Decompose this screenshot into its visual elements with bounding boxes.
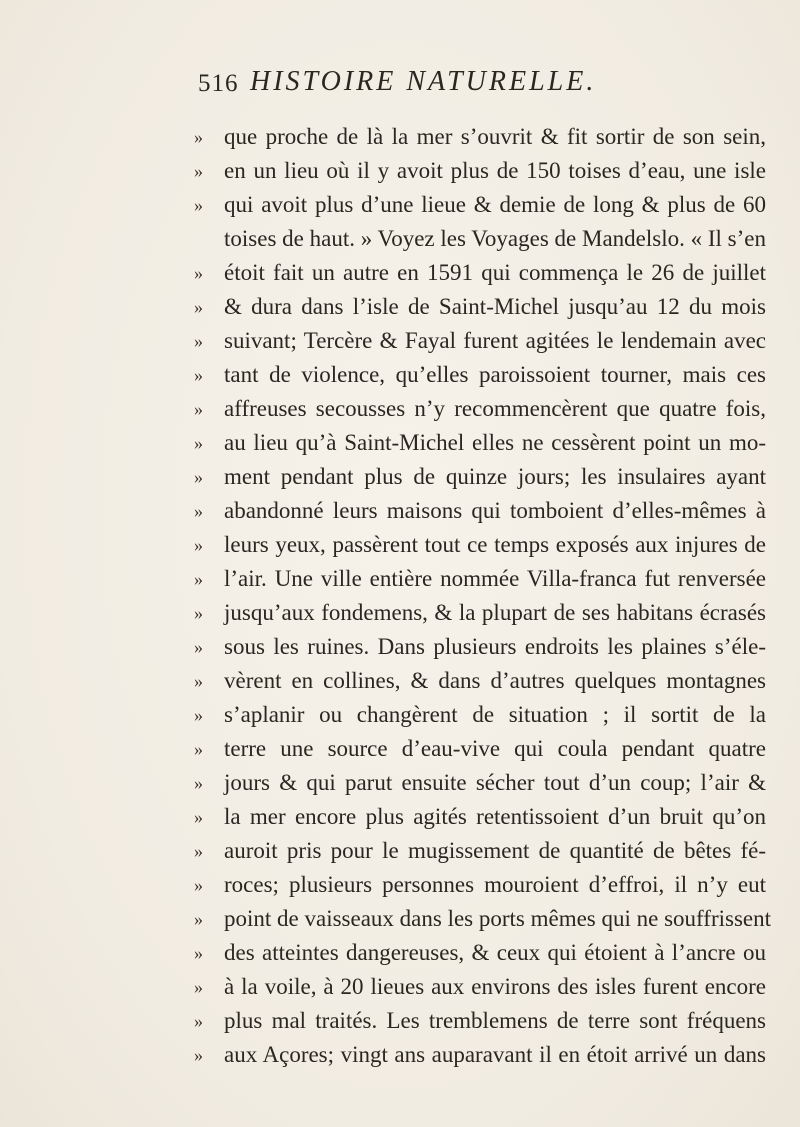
text-line [194, 494, 766, 528]
quotation-mark: » [194, 1045, 203, 1065]
quotation-mark: » [194, 977, 203, 997]
text-line [194, 936, 766, 970]
text-line [194, 800, 766, 834]
line-text: point de vaisseaux dans les ports mêmes qui ne souffrissent [224, 906, 772, 931]
text-line [194, 358, 766, 392]
quotation-mark: » [194, 195, 203, 215]
text-line [194, 766, 766, 800]
text-line [194, 596, 766, 630]
quotation-mark: » [194, 127, 203, 147]
line-text: l’air. Une ville entière nommée Villa-franca fut renversée [224, 566, 766, 591]
running-header [198, 64, 758, 104]
text-line [194, 732, 766, 766]
text-line [194, 256, 766, 290]
quotation-mark: » [194, 433, 203, 453]
quotation-mark: » [194, 671, 203, 691]
text-line [194, 970, 766, 1004]
line-text: qui avoit plus d’une lieue & demie de long & plus de 60 [224, 192, 766, 217]
text-line [194, 426, 766, 460]
text-line [194, 324, 766, 358]
line-text: toises de haut. » Voyez les Voyages de Mandelslo. « Il s’en [224, 226, 766, 251]
page-number: 516 [198, 70, 239, 97]
line-text: aux Açores; vingt ans auparavant il en étoit arrivé un dans [224, 1042, 766, 1067]
text-line [194, 698, 766, 732]
line-text: ment pendant plus de quinze jours; les insulaires ayant [224, 464, 766, 489]
text-line [194, 188, 766, 222]
quotation-mark: » [194, 331, 203, 351]
quotation-mark: » [194, 739, 203, 759]
text-line [194, 460, 766, 494]
text-line [194, 902, 772, 936]
line-text: jusqu’aux fondemens, & la plupart de ses habitans écrasés [224, 600, 766, 625]
line-text: que proche de là la mer s’ouvrit & fit sortir de son sein, [224, 124, 766, 149]
quotation-mark: » [194, 637, 203, 657]
line-text: tant de violence, qu’elles paroissoient tourner, mais ces [224, 362, 766, 387]
body-text [194, 120, 772, 1072]
line-text: abandonné leurs maisons qui tomboient d’elles-mêmes à [224, 498, 766, 523]
text-line [194, 1038, 766, 1072]
line-text: affreuses secousses n’y recommencèrent que quatre fois, [224, 396, 766, 421]
line-text: auroit pris pour le mugissement de quantité de bêtes fé- [224, 838, 766, 863]
text-line [194, 868, 766, 902]
quotation-mark: » [194, 501, 203, 521]
line-text: étoit fait un autre en 1591 qui commença le 26 de juillet [224, 260, 766, 285]
quotation-mark: » [194, 773, 203, 793]
line-text: suivant; Tercère & Fayal furent agitées le lendemain avec [224, 328, 766, 353]
quotation-mark: » [194, 875, 203, 895]
line-text: à la voile, à 20 lieues aux environs des isles furent encore [224, 974, 766, 999]
quotation-mark: » [194, 263, 203, 283]
quotation-mark: » [194, 705, 203, 725]
quotation-mark: » [194, 909, 203, 929]
text-line [194, 630, 766, 664]
line-text: jours & qui parut ensuite sécher tout d’un coup; l’air & [224, 770, 766, 795]
line-text: s’aplanir ou changèrent de situation ; il sortit de la [224, 702, 766, 727]
text-line [194, 562, 766, 596]
quotation-mark: » [194, 467, 203, 487]
line-text: & dura dans l’isle de Saint-Michel jusqu’au 12 du mois [224, 294, 766, 319]
line-text: leurs yeux, passèrent tout ce temps exposés aux injures de [224, 532, 766, 557]
text-line [194, 1004, 766, 1038]
line-text: plus mal traités. Les tremblemens de terre sont fréquens [224, 1008, 766, 1033]
quotation-mark: » [194, 535, 203, 555]
quotation-mark: » [194, 297, 203, 317]
quotation-mark: » [194, 365, 203, 385]
quotation-mark: » [194, 807, 203, 827]
quotation-mark: » [194, 1011, 203, 1031]
line-text: roces; plusieurs personnes mouroient d’effroi, il n’y eut [224, 872, 766, 897]
line-text: au lieu qu’à Saint-Michel elles ne cessèrent point un mo- [224, 430, 766, 455]
quotation-mark: » [194, 161, 203, 181]
line-text: en un lieu où il y avoit plus de 150 toises d’eau, une isle [224, 158, 766, 183]
text-line [194, 290, 766, 324]
text-line [194, 154, 766, 188]
quotation-mark: » [194, 399, 203, 419]
text-line [194, 528, 766, 562]
text-line [194, 120, 766, 154]
running-title: HISTOIRE NATURELLE. [250, 66, 597, 97]
quotation-mark: » [194, 841, 203, 861]
line-text: vèrent en collines, & dans d’autres quelques montagnes [224, 668, 766, 693]
line-text: sous les ruines. Dans plusieurs endroits les plaines s’éle- [224, 634, 766, 659]
line-text: terre une source d’eau-vive qui coula pendant quatre [224, 736, 766, 761]
text-line [194, 222, 766, 256]
line-text: des atteintes dangereuses, & ceux qui étoient à l’ancre ou [224, 940, 766, 965]
quotation-mark: » [194, 943, 203, 963]
text-line [194, 664, 766, 698]
text-line [194, 392, 766, 426]
quotation-mark: » [194, 603, 203, 623]
line-text: la mer encore plus agités retentissoient d’un bruit qu’on [224, 804, 766, 829]
text-line [194, 834, 766, 868]
quotation-mark: » [194, 569, 203, 589]
